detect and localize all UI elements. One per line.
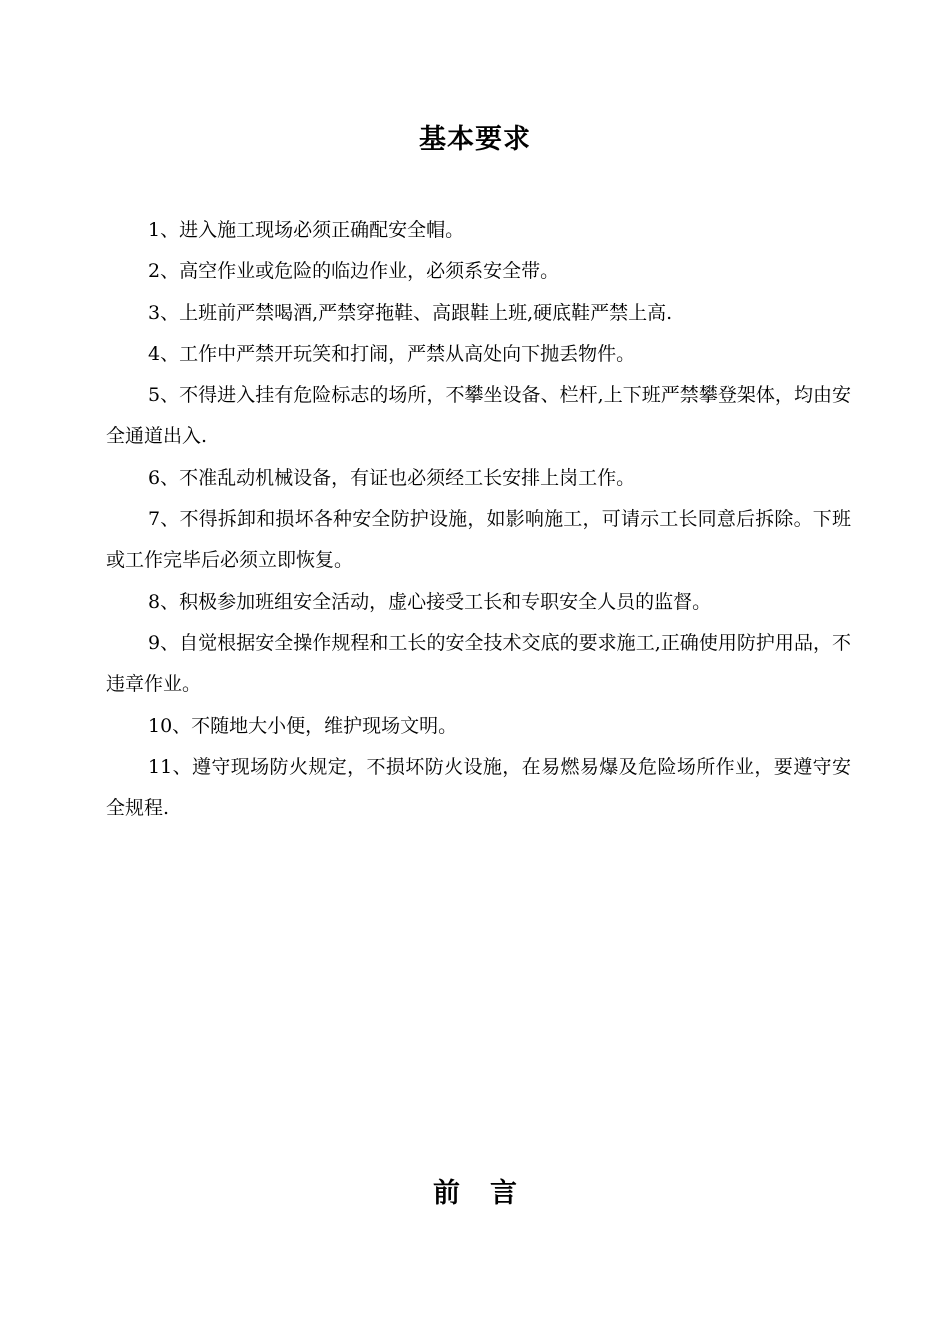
rule-item: 2、高空作业或危险的临边作业，必须系安全带。	[148, 260, 560, 283]
rule-item: 11、遵守现场防火规定，不损坏防火设施，在易燃易爆及危险场所作业，要遵守安全规程.	[106, 755, 851, 820]
rule-item: 7、不得拆卸和损坏各种安全防护设施，如影响施工，可请示工长同意后拆除。下班或工作完毕后必须立即恢复。	[106, 508, 851, 572]
rule-item: 8、积极参加班组安全活动，虚心接受工长和专职安全人员的监督。	[148, 590, 712, 613]
rule-item: 5、不得进入挂有危险标志的场所，不攀坐设备、栏杆,上下班严禁攀登架体，均由安全通道出入.	[106, 384, 851, 448]
rule-item: 6、不准乱动机械设备，有证也必须经工长安排上岗工作。	[148, 466, 636, 489]
section-title-char: 前	[433, 1178, 460, 1209]
rules-list	[106, 210, 851, 829]
rule-item: 3、上班前严禁喝酒,严禁穿拖鞋、高跟鞋上班,硬底鞋严禁上高.	[148, 301, 673, 324]
page-title: 基本要求	[419, 124, 531, 155]
rule-item: 4、工作中严禁开玩笑和打闹，严禁从高处向下抛丢物件。	[148, 342, 636, 365]
section-title-preface	[0, 1172, 950, 1216]
section-title-char: 言	[490, 1178, 517, 1209]
rule-item: 9、自觉根据安全操作规程和工长的安全技术交底的要求施工,正确使用防护用品，不违章作业。	[106, 631, 851, 696]
rule-item: 1、进入施工现场必须正确配安全帽。	[148, 219, 465, 241]
rule-item: 10、不随地大小便，维护现场文明。	[148, 714, 458, 737]
